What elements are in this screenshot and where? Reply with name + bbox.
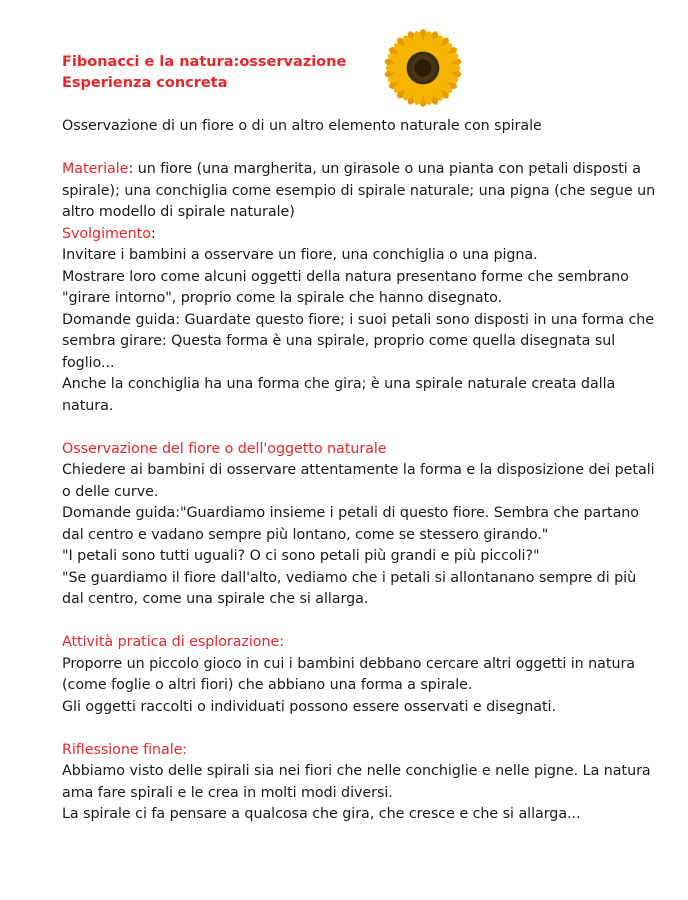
- svolgimento-line: Anche la conchiglia ha una forma che gira; è una spirale naturale creata dalla natura.: [62, 376, 616, 414]
- intro-text: Osservazione di un fiore o di un altro elemento naturale con spirale: [62, 118, 542, 134]
- osservazione-line: Chiedere ai bambini di osservare attentamente la forma e la disposizione dei petali o delle curve.: [62, 462, 655, 500]
- sunflower-icon: [384, 29, 462, 107]
- svolgimento-line: Mostrare loro come alcuni oggetti della natura presentano forme che sembrano "girare intorno", proprio come la spirale che hanno disegnato.: [62, 268, 629, 306]
- osservazione-line: Domande guida:"Guardiamo insieme i petali di questo fiore. Sembra che partano dal centro e vadano sempre più lontano, come se stessero girando.": [62, 505, 640, 543]
- attivita-line: Gli oggetti raccolti o individuati possono essere osservati e disegnati.: [62, 698, 556, 715]
- svolgimento-line: Domande guida: Guardate questo fiore; i suoi petali sono disposti in una forma che sembra girare: Questa forma è una spirale, proprio come quella disegnata sul foglio...: [62, 311, 655, 371]
- materiale-label: Materiale: [62, 161, 129, 177]
- riflessione-heading: Riflessione finale:: [62, 741, 188, 758]
- svolgimento-line: Invitare i bambini a osservare un fiore, una conchiglia o una pigna.: [62, 247, 538, 263]
- riflessione-line: La spirale ci fa pensare a qualcosa che gira, che cresce e che si allarga...: [62, 806, 581, 822]
- svolgimento-label: Svolgimento: [62, 225, 151, 242]
- page-title: [62, 52, 346, 94]
- osservazione-line: "I petali sono tutti uguali? O ci sono petali più grandi e più piccoli?": [62, 548, 540, 564]
- riflessione-line: Abbiamo visto delle spirali sia nei fiori che nelle conchiglie e nelle pigne. La natura ama fare spirali e le crea in molti modi diversi.: [62, 763, 651, 801]
- attivita-heading: Attività pratica di esplorazione:: [62, 634, 285, 650]
- svolgimento-colon: :: [150, 225, 156, 242]
- title-line-1: Fibonacci e la natura:osservazione: [62, 54, 347, 70]
- attivita-line: Proporre un piccolo gioco in cui i bambini debbano cercare altri oggetti in natura (come foglie o altri fiori) che abbiano una forma a spirale.: [62, 655, 635, 693]
- document-body: [62, 116, 662, 826]
- osservazione-line: "Se guardiamo il fiore dall'alto, vediamo che i petali si allontanano sempre di più dal centro, come una spirale che si allarga.: [62, 569, 637, 607]
- materiale-text: : un fiore (una margherita, un girasole o una pianta con petali disposti a spirale); una conchiglia come esempio di spirale naturale; una pigna (che segue un altro modello di spirale naturale): [62, 161, 656, 220]
- materiale-paragraph: [62, 159, 662, 224]
- osservazione-heading: Osservazione del fiore o dell'oggetto naturale: [62, 440, 387, 457]
- svolgimento-heading: [62, 224, 662, 246]
- title-line-2: Esperienza concreta: [62, 75, 228, 91]
